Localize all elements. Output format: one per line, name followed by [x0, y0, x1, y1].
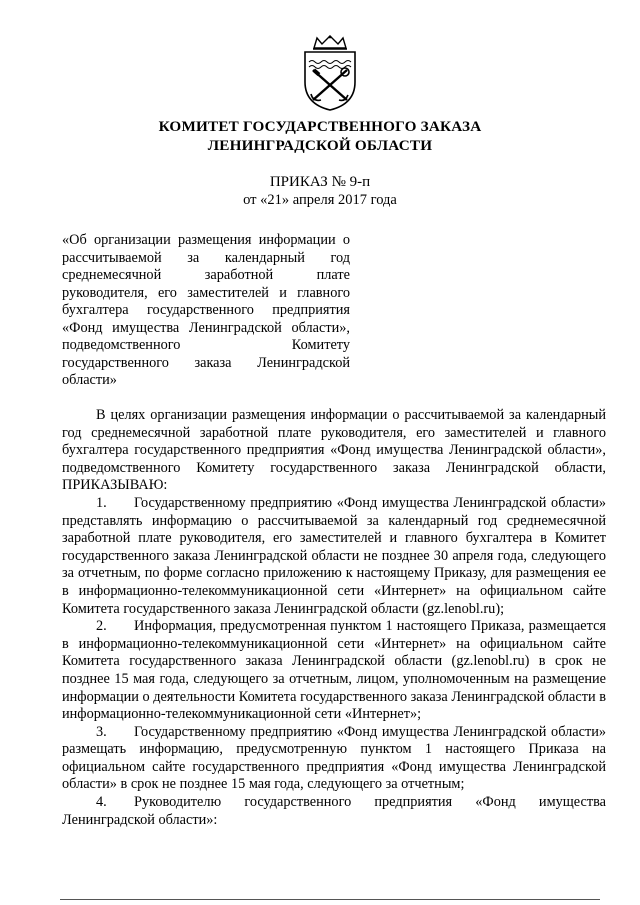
item-number: 3.	[96, 723, 107, 740]
item-number: 4.	[96, 794, 107, 811]
order-item	[62, 794, 606, 829]
order-title: ПРИКАЗ № 9-п	[269, 174, 371, 190]
item-text: Руководителю государственного предприятия «Фонд имущества Ленинградской области»:	[62, 794, 606, 828]
organization-name-line2: ЛЕНИНГРАДСКОЙ ОБЛАСТИ	[207, 137, 433, 154]
organization-name-line1: КОМИТЕТ ГОСУДАРСТВЕННОГО ЗАКАЗА	[158, 118, 482, 135]
item-text: Информация, предусмотренная пунктом 1 настоящего Приказа, размещается в информационно-телекоммуникационной сети «Интернет» на официальном сайте Комитета государственного заказа Ленинградской области (gz.lenobl.ru) в срок не позднее 15 мая года, следующего за отчетным, лицом, уполномоченным на размещение информации о деятельности Комитета государственного заказа Ленинградской области в информационно-телекоммуникационной сети «Интернет»;	[62, 618, 606, 723]
preamble-paragraph: В целях организации размещения информации о рассчитываемой за календарный год среднемесячной заработной плате руководителя, его заместителей и главного бухгалтера государственного предприятия «Фонд имущества Ленинградской области», подведомственного Комитету государственного заказа Ленинградской области, ПРИКАЗЫВАЮ:	[62, 407, 606, 494]
coat-of-arms-icon	[299, 34, 361, 112]
order-body	[62, 407, 606, 829]
order-date: от «21» апреля 2017 года	[243, 192, 397, 208]
order-subject: «Об организации размещения информации о рассчитываемой за календарный год среднемесячной заработной плате руководителя, его заместителей и главного бухгалтера государственного предприятия «Фонд имущества Ленинградской области», подведомственного Комитету государственного заказа Ленинградской области»	[62, 232, 350, 388]
item-number: 2.	[96, 618, 107, 635]
order-item	[62, 495, 606, 618]
order-item	[62, 618, 606, 724]
page-bottom-divider	[60, 899, 600, 900]
item-number: 1.	[96, 494, 107, 511]
item-text: Государственному предприятию «Фонд имущества Ленинградской области» представлять информацию о рассчитываемой за календарный год среднемесячной заработной плате руководителя, его заместителей и главного бухгалтера в Комитет государственного заказа Ленинградской области не позднее 30 апреля года, следующего за отчетным, по форме согласно приложению к настоящему Приказу, для размещения ее в информационно-телекоммуникационной сети «Интернет» на официальном сайте Комитета государственного заказа Ленинградской области (gz.lenobl.ru);	[62, 494, 606, 617]
order-item	[62, 724, 606, 794]
item-text: Государственному предприятию «Фонд имущества Ленинградской области» размещать информацию, предусмотренную пунктом 1 настоящего Приказа на официальном сайте государственного предприятия «Фонд имущества Ленинградской области» в срок не позднее 15 мая года, следующего за отчетным;	[62, 723, 606, 793]
